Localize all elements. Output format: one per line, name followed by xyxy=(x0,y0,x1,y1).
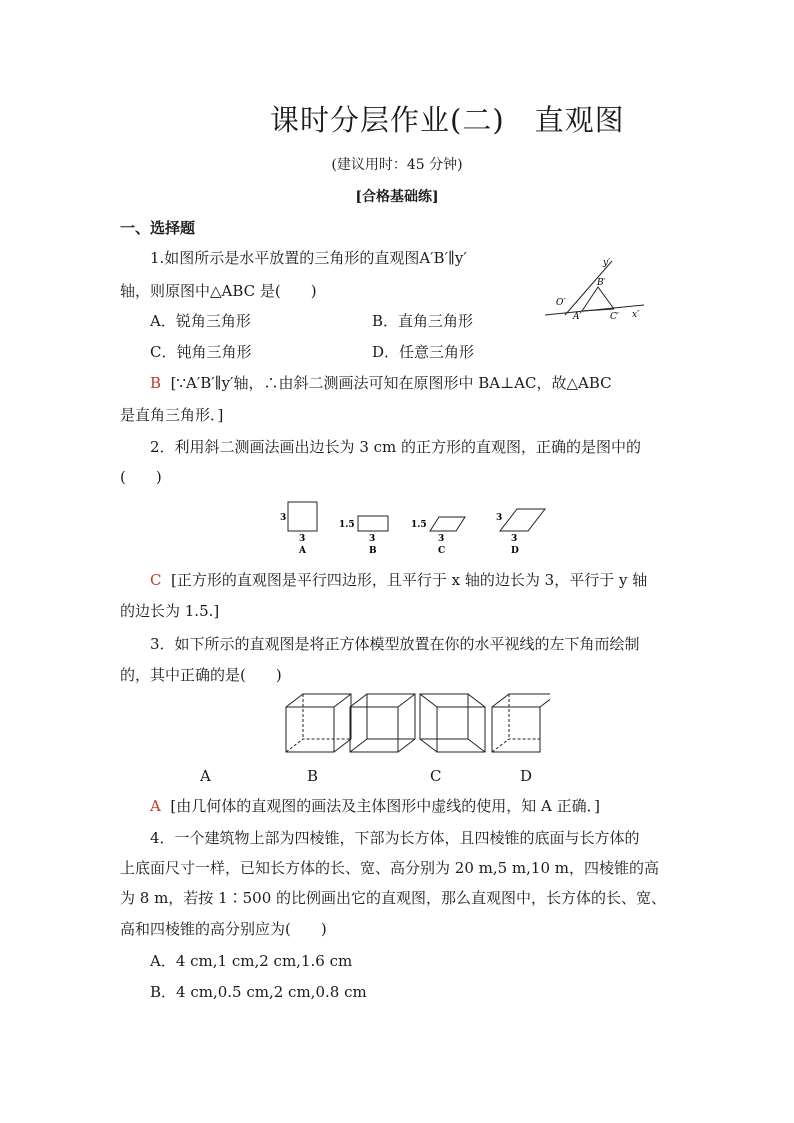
option-d-side-label: 3 xyxy=(496,513,503,523)
option-c-parallelogram xyxy=(430,517,465,531)
option-c-name: C xyxy=(438,546,446,556)
q3-stem-line2: 的，其中正确的是( ) xyxy=(120,666,282,684)
option-d-name: D xyxy=(511,546,519,556)
q3-stem-line1: 3．如下所示的直观图是将正方体模型放置在你的水平视线的左下角而绘制 xyxy=(150,635,640,653)
cube-a xyxy=(286,694,351,752)
option-b-name: B xyxy=(369,546,377,556)
option-a-side-label: 3 xyxy=(280,513,287,523)
option-b-side-label: 1.5 xyxy=(339,520,355,530)
section-heading: [合格基础练] xyxy=(355,189,439,205)
q1-answer-line2: 是直角三角形．] xyxy=(120,406,224,424)
option-a-bottom-label: 3 xyxy=(299,534,306,544)
point-b-label: B′ xyxy=(597,278,606,288)
q3-answer xyxy=(150,796,600,816)
q4-stem-line3: 为 8 m，若按 1∶500 的比例画出它的直观图，那么直观图中，长方体的长、宽、 xyxy=(120,889,667,907)
q3-cubes-figure xyxy=(280,690,550,758)
option-d-bottom-label: 3 xyxy=(511,534,518,544)
q1-answer-letter: B xyxy=(150,374,162,392)
q1-stem-line1: 1.如图所示是水平放置的三角形的直观图A′B′∥y′ xyxy=(150,249,467,267)
q4-stem-line4: 高和四棱锥的高分别应为( ) xyxy=(120,920,327,938)
q3-label-a: A xyxy=(200,767,211,785)
cube-c xyxy=(420,694,485,752)
option-a-name: A xyxy=(299,546,306,556)
part-heading: 一、选择题 xyxy=(120,219,196,237)
q3-label-c: C xyxy=(430,767,442,785)
origin-label: O′ xyxy=(556,298,566,308)
option-c-bottom-label: 3 xyxy=(438,534,445,544)
option-b-bottom-label: 3 xyxy=(369,534,376,544)
cube-b xyxy=(350,694,415,752)
q1-stem-line2: 轴，则原图中△ABC 是( ) xyxy=(120,282,317,300)
q1-option-c: C．钝角三角形 xyxy=(150,343,252,361)
y-axis-line xyxy=(565,261,612,315)
point-c-label: C′ xyxy=(610,312,619,320)
q2-stem-line2: ( ) xyxy=(120,468,162,486)
q3-answer-text1: [由几何体的直观图的画法及主体图形中虚线的使用，知 A 正确．] xyxy=(170,797,600,815)
option-d-parallelogram xyxy=(500,509,545,531)
q2-options-figure xyxy=(275,500,555,560)
time-note: (建议用时：45 分钟) xyxy=(331,157,463,173)
q4-option-b: B．4 cm,0.5 cm,2 cm,0.8 cm xyxy=(150,983,367,1001)
q4-stem-line2: 上底面尺寸一样，已知长方体的长、宽、高分别为 20 m,5 m,10 m，四棱锥的高 xyxy=(120,859,659,877)
option-a-square xyxy=(288,502,317,531)
q3-label-b: B xyxy=(307,767,319,785)
y-axis-label: y′ xyxy=(603,258,611,268)
q1-triangle-figure xyxy=(540,255,650,320)
q2-answer-line2: 的边长为 1.5.] xyxy=(120,602,220,620)
q4-option-a: A．4 cm,1 cm,2 cm,1.6 cm xyxy=(150,952,353,970)
q4-stem-line1: 4．一个建筑物上部为四棱锥，下部为长方体，且四棱锥的底面与长方体的 xyxy=(150,829,640,847)
q1-answer xyxy=(150,373,612,393)
q1-option-a: A．锐角三角形 xyxy=(150,312,251,330)
q1-option-d: D．任意三角形 xyxy=(372,343,475,361)
q1-option-b: B．直角三角形 xyxy=(372,312,474,330)
x-axis-label: x′ xyxy=(632,310,640,320)
q2-stem-line1: 2．利用斜二测画法画出边长为 3 cm 的正方形的直观图，正确的是图中的 xyxy=(150,438,642,456)
q2-answer-letter: C xyxy=(150,571,162,589)
q3-answer-letter: A xyxy=(150,797,161,815)
q2-answer xyxy=(150,570,647,590)
q3-label-d: D xyxy=(520,767,533,785)
point-a-label: A′ xyxy=(573,312,582,320)
q2-answer-text1: [正方形的直观图是平行四边形，且平行于 x 轴的边长为 3，平行于 y 轴 xyxy=(171,571,648,589)
page-title: 课时分层作业(二) 直观图 xyxy=(270,103,625,137)
option-b-rectangle xyxy=(358,516,388,531)
q1-answer-text1: [∵A′B′∥y′轴，∴由斜二测画法可知在原图形中 BA⊥AC，故△ABC xyxy=(170,374,612,392)
cube-d xyxy=(492,694,550,752)
option-c-side-label: 1.5 xyxy=(411,520,427,530)
